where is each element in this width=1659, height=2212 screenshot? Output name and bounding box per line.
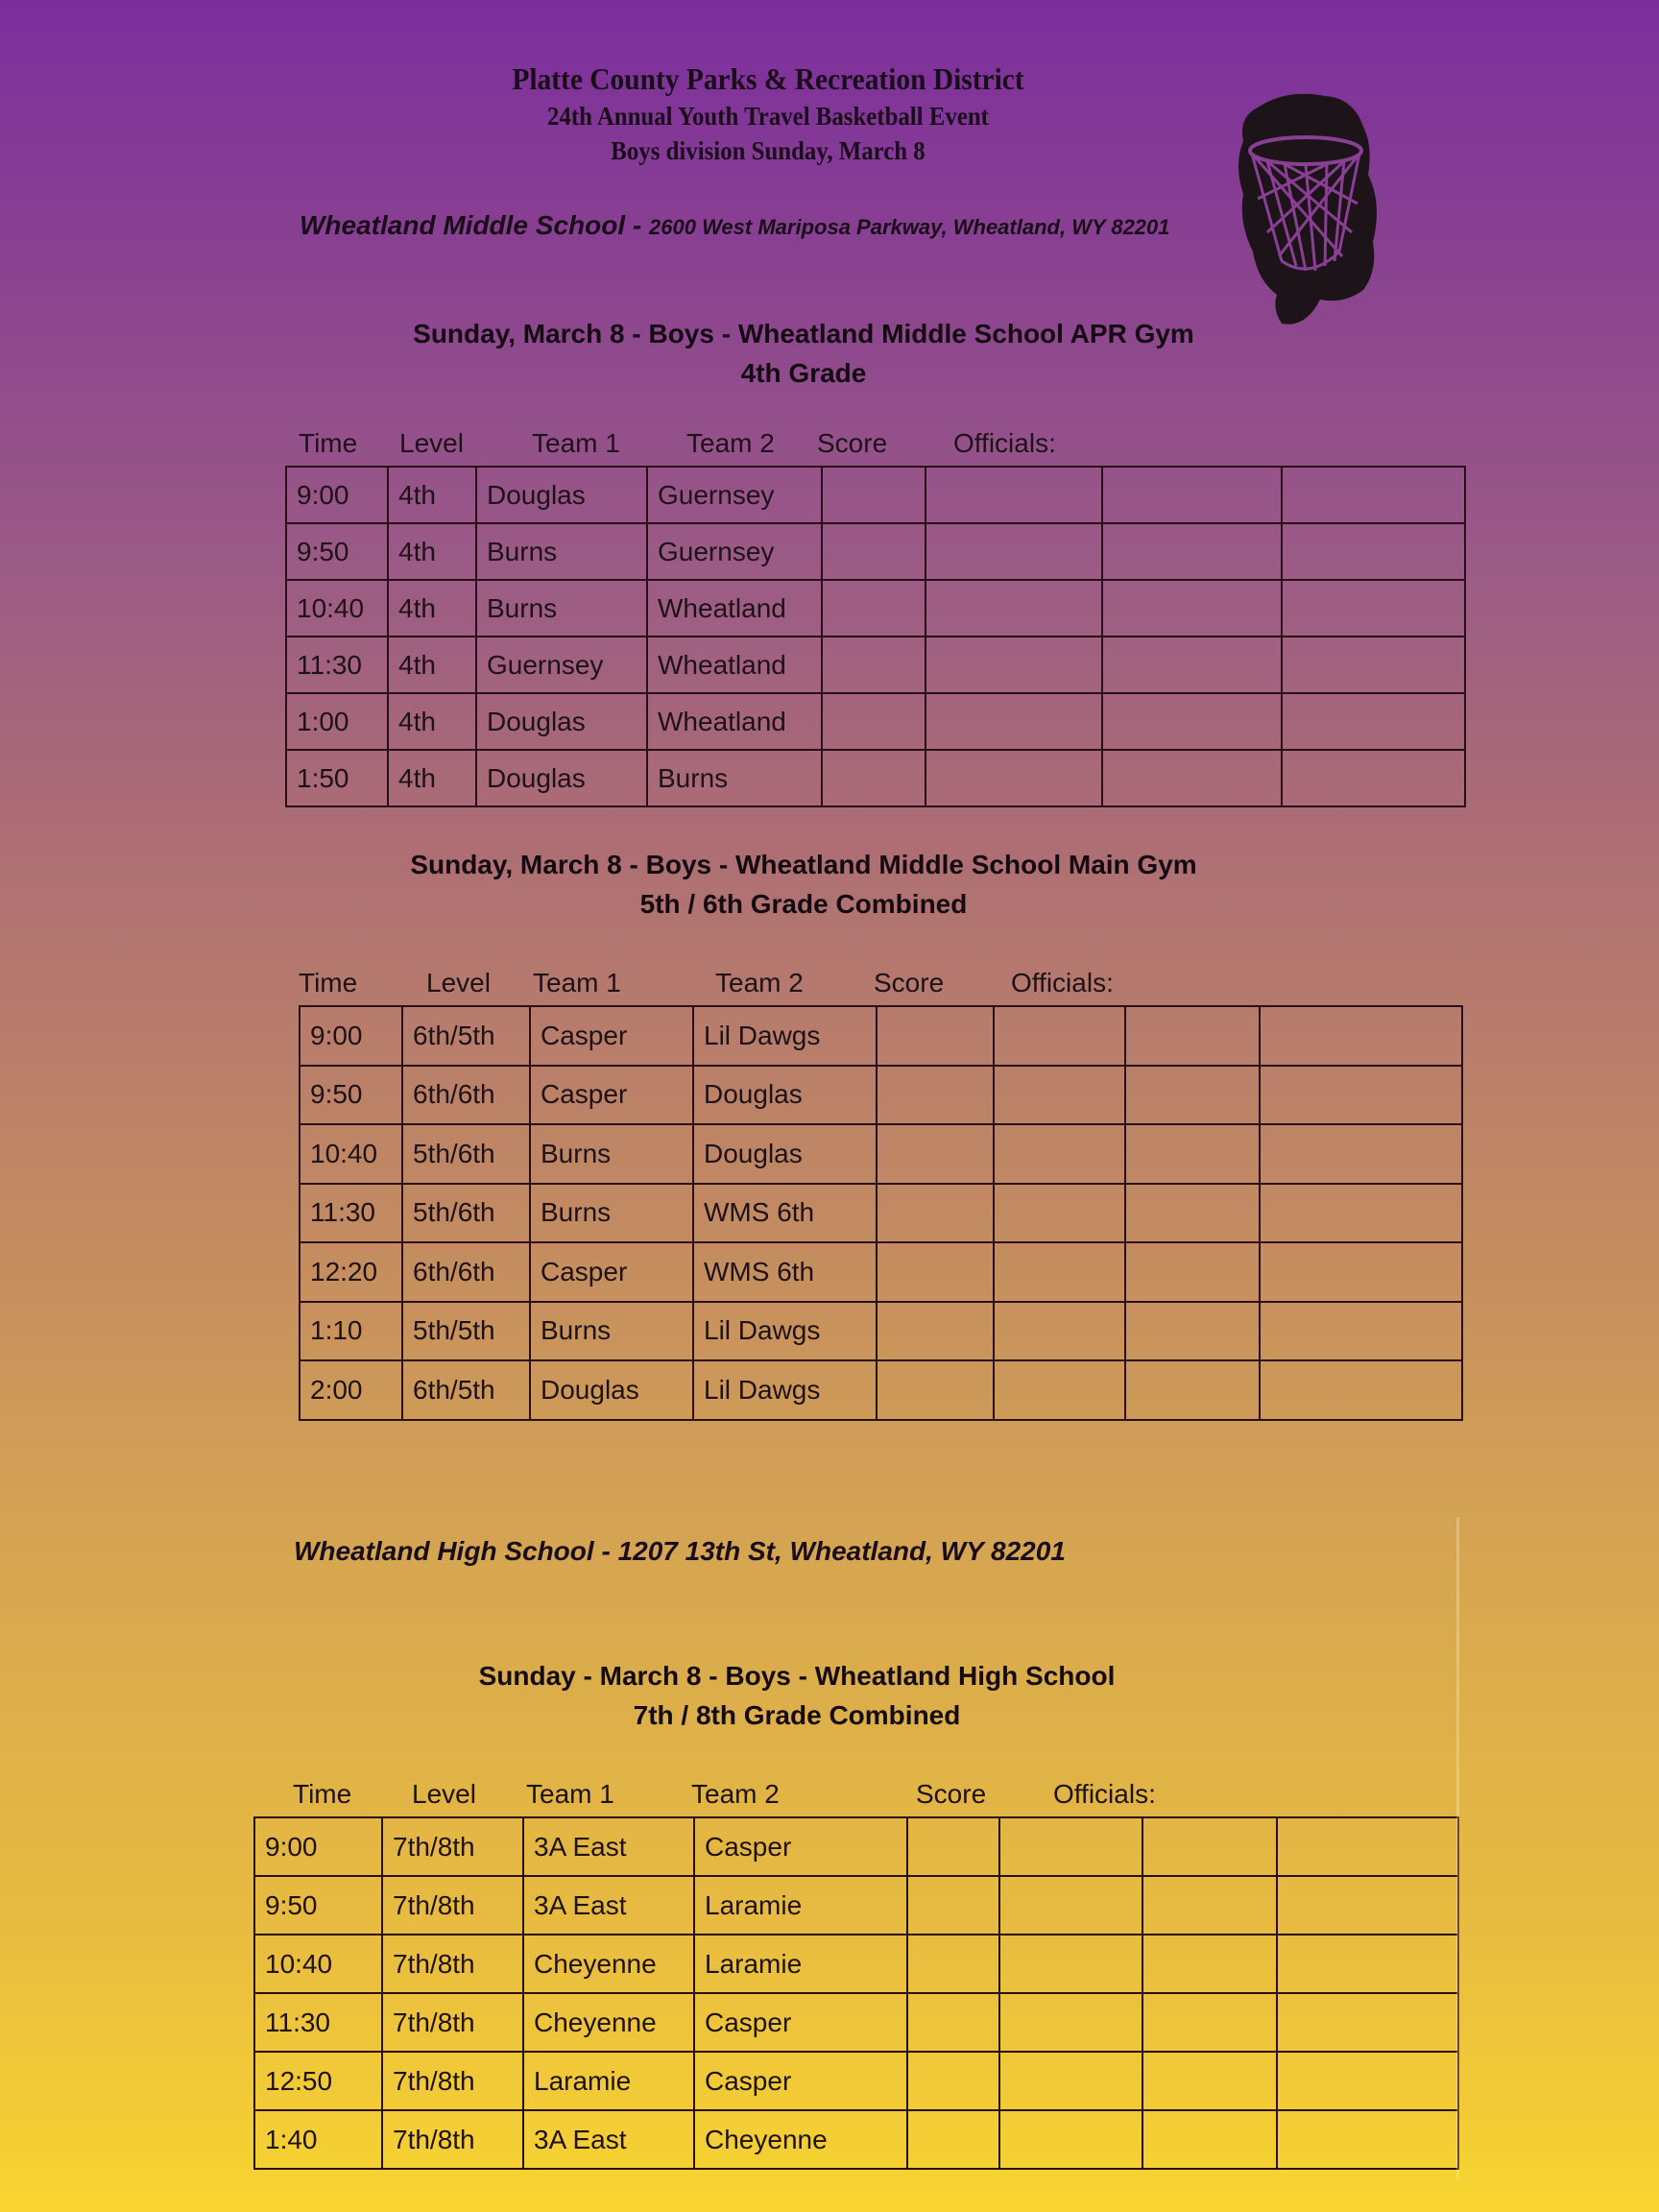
score-cell[interactable] — [907, 1876, 999, 1935]
officials-cell-2[interactable] — [1102, 637, 1282, 693]
table-row — [286, 637, 1465, 693]
score-cell[interactable] — [907, 2110, 999, 2169]
time-cell: 9:00 — [254, 1817, 382, 1876]
score-cell[interactable] — [907, 2052, 999, 2110]
officials-cell-3[interactable] — [1260, 1066, 1462, 1125]
column-headers-7th-8th — [0, 1779, 1659, 1814]
section-subheading: 7th / 8th Grade Combined — [633, 1700, 961, 1730]
officials-cell-3[interactable] — [1277, 1817, 1458, 1876]
officials-cell-2[interactable] — [1125, 1066, 1260, 1125]
team1-cell: Douglas — [476, 467, 647, 523]
organization-title: Platte County Parks & Recreation District — [512, 61, 1024, 96]
level-cell: 6th/5th — [402, 1006, 530, 1066]
col-team2: Team 2 — [715, 968, 804, 998]
time-cell: 9:50 — [286, 523, 388, 580]
score-cell[interactable] — [822, 580, 926, 637]
col-level: Level — [412, 1779, 476, 1809]
time-cell: 10:40 — [300, 1124, 402, 1184]
score-cell[interactable] — [877, 1066, 994, 1125]
venue-address: 2600 West Mariposa Parkway, Wheatland, WY 82201 — [649, 215, 1170, 239]
officials-cell-1[interactable] — [994, 1360, 1125, 1420]
team2-cell: Lil Dawgs — [693, 1302, 877, 1361]
venue-separator: - — [593, 1536, 618, 1566]
officials-cell-1[interactable] — [994, 1124, 1125, 1184]
officials-cell-2[interactable] — [1102, 523, 1282, 580]
venue-separator: - — [625, 210, 650, 240]
score-cell[interactable] — [907, 1817, 999, 1876]
level-cell: 6th/6th — [402, 1242, 530, 1302]
time-cell: 12:50 — [254, 2052, 382, 2110]
table-row — [254, 2110, 1458, 2169]
team2-cell: Guernsey — [647, 523, 822, 580]
section-heading: Sunday, March 8 - Boys - Wheatland Middle School APR Gym — [413, 319, 1194, 349]
level-cell: 4th — [388, 467, 476, 523]
officials-cell-3[interactable] — [1282, 523, 1465, 580]
table-row — [300, 1360, 1462, 1420]
officials-cell-2[interactable] — [1142, 1935, 1277, 1993]
level-cell: 7th/8th — [382, 1817, 523, 1876]
officials-cell-2[interactable] — [1125, 1242, 1260, 1302]
team1-cell: Casper — [530, 1006, 693, 1066]
basketball-hoop-icon — [1229, 88, 1382, 333]
officials-cell-1[interactable] — [994, 1006, 1125, 1066]
table-row — [286, 750, 1465, 806]
team2-cell: Wheatland — [647, 693, 822, 750]
team1-cell: Cheyenne — [523, 1993, 694, 2052]
officials-cell-1[interactable] — [999, 1935, 1142, 1993]
col-team2: Team 2 — [686, 428, 775, 458]
table-row — [286, 580, 1465, 637]
time-cell: 10:40 — [254, 1935, 382, 1993]
venue-high-school — [294, 1536, 1350, 1567]
time-cell: 9:00 — [300, 1006, 402, 1066]
officials-cell-1[interactable] — [999, 2052, 1142, 2110]
officials-cell-2[interactable] — [1125, 1184, 1260, 1243]
officials-cell-2[interactable] — [1102, 750, 1282, 806]
time-cell: 1:10 — [300, 1302, 402, 1361]
score-cell[interactable] — [822, 467, 926, 523]
team2-cell: WMS 6th — [693, 1242, 877, 1302]
team2-cell: Lil Dawgs — [693, 1006, 877, 1066]
officials-cell-2[interactable] — [1125, 1006, 1260, 1066]
level-cell: 7th/8th — [382, 1935, 523, 1993]
col-officials: Officials: — [1053, 1779, 1156, 1809]
division-title: Boys division Sunday, March 8 — [611, 136, 926, 165]
col-officials: Officials: — [953, 428, 1056, 458]
section-subheading: 4th Grade — [740, 358, 867, 388]
schedule-table-4th — [285, 466, 1466, 807]
level-cell: 6th/6th — [402, 1066, 530, 1125]
level-cell: 5th/5th — [402, 1302, 530, 1361]
officials-cell-2[interactable] — [1142, 1817, 1277, 1876]
team1-cell: Casper — [530, 1242, 693, 1302]
col-team1: Team 1 — [526, 1779, 614, 1809]
time-cell: 11:30 — [300, 1184, 402, 1243]
officials-cell-2[interactable] — [1102, 580, 1282, 637]
officials-cell-3[interactable] — [1282, 693, 1465, 750]
time-cell: 1:50 — [286, 750, 388, 806]
team1-cell: 3A East — [523, 1817, 694, 1876]
table-row — [254, 1935, 1458, 1993]
team1-cell: Douglas — [476, 693, 647, 750]
officials-cell-3[interactable] — [1277, 1935, 1458, 1993]
officials-cell-3[interactable] — [1277, 2110, 1458, 2169]
officials-cell-1[interactable] — [926, 693, 1102, 750]
officials-cell-1[interactable] — [994, 1066, 1125, 1125]
officials-cell-3[interactable] — [1260, 1302, 1462, 1361]
team1-cell: Laramie — [523, 2052, 694, 2110]
score-cell[interactable] — [907, 1935, 999, 1993]
level-cell: 4th — [388, 523, 476, 580]
officials-cell-3[interactable] — [1282, 750, 1465, 806]
team1-cell: Douglas — [476, 750, 647, 806]
team1-cell: Burns — [530, 1124, 693, 1184]
col-score: Score — [916, 1779, 987, 1809]
team1-cell: Burns — [476, 523, 647, 580]
team1-cell: 3A East — [523, 2110, 694, 2169]
officials-cell-2[interactable] — [1102, 467, 1282, 523]
score-cell[interactable] — [822, 637, 926, 693]
time-cell: 9:50 — [300, 1066, 402, 1125]
level-cell: 7th/8th — [382, 2052, 523, 2110]
score-cell[interactable] — [907, 1993, 999, 2052]
score-cell[interactable] — [877, 1006, 994, 1066]
team2-cell: Burns — [647, 750, 822, 806]
officials-cell-1[interactable] — [999, 2110, 1142, 2169]
officials-cell-3[interactable] — [1282, 467, 1465, 523]
score-cell[interactable] — [822, 693, 926, 750]
event-title: 24th Annual Youth Travel Basketball Event — [547, 102, 989, 131]
officials-cell-3[interactable] — [1260, 1360, 1462, 1420]
level-cell: 4th — [388, 750, 476, 806]
team1-cell: Guernsey — [476, 637, 647, 693]
col-time: Time — [293, 1779, 352, 1809]
table-row — [300, 1066, 1462, 1125]
team2-cell: Wheatland — [647, 580, 822, 637]
column-headers-4th — [0, 428, 1659, 463]
team2-cell: WMS 6th — [693, 1184, 877, 1243]
officials-cell-1[interactable] — [994, 1184, 1125, 1243]
officials-cell-3[interactable] — [1260, 1124, 1462, 1184]
score-cell[interactable] — [877, 1184, 994, 1243]
officials-cell-1[interactable] — [926, 467, 1102, 523]
score-cell[interactable] — [822, 523, 926, 580]
table-row — [286, 523, 1465, 580]
time-cell: 1:40 — [254, 2110, 382, 2169]
column-headers-5th-6th — [0, 968, 1659, 1002]
officials-cell-1[interactable] — [926, 523, 1102, 580]
officials-cell-2[interactable] — [1125, 1302, 1260, 1361]
col-level: Level — [426, 968, 491, 998]
table-row — [254, 2052, 1458, 2110]
venue-name: Wheatland High School — [294, 1536, 594, 1566]
time-cell: 11:30 — [254, 1993, 382, 2052]
score-cell[interactable] — [877, 1302, 994, 1361]
team2-cell: Casper — [694, 1817, 907, 1876]
officials-cell-1[interactable] — [994, 1302, 1125, 1361]
section-heading: Sunday - March 8 - Boys - Wheatland High School — [478, 1661, 1116, 1691]
team2-cell: Douglas — [693, 1124, 877, 1184]
table-row — [300, 1242, 1462, 1302]
col-team1: Team 1 — [533, 968, 621, 998]
time-cell: 9:50 — [254, 1876, 382, 1935]
venue-name: Wheatland Middle School — [300, 210, 626, 240]
officials-cell-3[interactable] — [1277, 1876, 1458, 1935]
table-row — [300, 1184, 1462, 1243]
level-cell: 4th — [388, 693, 476, 750]
team1-cell: Burns — [530, 1302, 693, 1361]
col-officials: Officials: — [1011, 968, 1114, 998]
officials-cell-1[interactable] — [926, 580, 1102, 637]
venue-address: 1207 13th St, Wheatland, WY 82201 — [617, 1536, 1066, 1566]
section-subheading: 5th / 6th Grade Combined — [639, 889, 968, 919]
time-cell: 10:40 — [286, 580, 388, 637]
officials-cell-1[interactable] — [994, 1242, 1125, 1302]
officials-cell-2[interactable] — [1142, 2052, 1277, 2110]
level-cell: 7th/8th — [382, 1993, 523, 2052]
team2-cell: Laramie — [694, 1876, 907, 1935]
officials-cell-3[interactable] — [1260, 1006, 1462, 1066]
team1-cell: Cheyenne — [523, 1935, 694, 1993]
officials-cell-2[interactable] — [1102, 693, 1282, 750]
officials-cell-3[interactable] — [1282, 580, 1465, 637]
time-cell: 9:00 — [286, 467, 388, 523]
schedule-table-7th-8th — [253, 1816, 1459, 2170]
officials-cell-2[interactable] — [1125, 1360, 1260, 1420]
team2-cell: Casper — [694, 2052, 907, 2110]
team1-cell: Burns — [476, 580, 647, 637]
col-time: Time — [299, 968, 358, 998]
table-row — [286, 467, 1465, 523]
table-row — [254, 1993, 1458, 2052]
team1-cell: Douglas — [530, 1360, 693, 1420]
officials-cell-2[interactable] — [1125, 1124, 1260, 1184]
level-cell: 7th/8th — [382, 1876, 523, 1935]
team1-cell: Casper — [530, 1066, 693, 1125]
score-cell[interactable] — [877, 1360, 994, 1420]
team2-cell: Casper — [694, 1993, 907, 2052]
officials-cell-3[interactable] — [1277, 1993, 1458, 2052]
team2-cell: Guernsey — [647, 467, 822, 523]
team2-cell: Laramie — [694, 1935, 907, 1993]
col-level: Level — [399, 428, 464, 458]
level-cell: 4th — [388, 580, 476, 637]
score-cell[interactable] — [877, 1124, 994, 1184]
team1-cell: Burns — [530, 1184, 693, 1243]
officials-cell-1[interactable] — [999, 1817, 1142, 1876]
time-cell: 11:30 — [286, 637, 388, 693]
officials-cell-1[interactable] — [999, 1876, 1142, 1935]
col-team1: Team 1 — [532, 428, 620, 458]
section-heading: Sunday, March 8 - Boys - Wheatland Middle School Main Gym — [410, 850, 1197, 879]
table-row — [254, 1876, 1458, 1935]
team2-cell: Cheyenne — [694, 2110, 907, 2169]
col-team2: Team 2 — [691, 1779, 780, 1809]
team1-cell: 3A East — [523, 1876, 694, 1935]
officials-cell-3[interactable] — [1260, 1184, 1462, 1243]
col-score: Score — [874, 968, 945, 998]
team2-cell: Wheatland — [647, 637, 822, 693]
officials-cell-2[interactable] — [1142, 1993, 1277, 2052]
score-cell[interactable] — [822, 750, 926, 806]
officials-cell-1[interactable] — [999, 1993, 1142, 2052]
officials-cell-3[interactable] — [1282, 637, 1465, 693]
table-row — [300, 1124, 1462, 1184]
level-cell: 5th/6th — [402, 1184, 530, 1243]
officials-cell-3[interactable] — [1277, 2052, 1458, 2110]
officials-cell-1[interactable] — [926, 637, 1102, 693]
team2-cell: Lil Dawgs — [693, 1360, 877, 1420]
score-cell[interactable] — [877, 1242, 994, 1302]
officials-cell-1[interactable] — [926, 750, 1102, 806]
col-score: Score — [817, 428, 888, 458]
officials-cell-2[interactable] — [1142, 2110, 1277, 2169]
section-title-5th-6th — [285, 845, 1322, 924]
time-cell: 2:00 — [300, 1360, 402, 1420]
level-cell: 4th — [388, 637, 476, 693]
col-time: Time — [299, 428, 358, 458]
level-cell: 6th/5th — [402, 1360, 530, 1420]
officials-cell-3[interactable] — [1260, 1242, 1462, 1302]
section-title-4th — [285, 314, 1322, 393]
section-title-7th-8th — [278, 1656, 1315, 1735]
level-cell: 5th/6th — [402, 1124, 530, 1184]
venue-middle-school — [300, 207, 1221, 249]
team2-cell: Douglas — [693, 1066, 877, 1125]
officials-cell-2[interactable] — [1142, 1876, 1277, 1935]
level-cell: 7th/8th — [382, 2110, 523, 2169]
table-row — [286, 693, 1465, 750]
page-edge-divider — [1456, 1517, 1459, 2179]
table-row — [254, 1817, 1458, 1876]
schedule-table-5th-6th — [299, 1005, 1463, 1421]
table-row — [300, 1302, 1462, 1361]
time-cell: 12:20 — [300, 1242, 402, 1302]
time-cell: 1:00 — [286, 693, 388, 750]
table-row — [300, 1006, 1462, 1066]
